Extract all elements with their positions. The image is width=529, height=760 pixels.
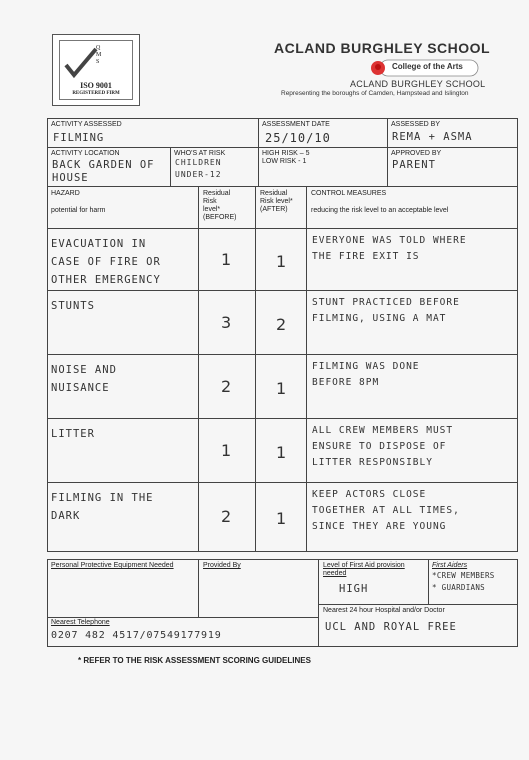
hazard-text: NOISE AND (51, 364, 117, 376)
control-measure-cell (307, 419, 517, 483)
hazard-text: STUNTS (51, 300, 95, 312)
boroughs-text: Representing the boroughs of Camden, Hampstead and Islington (281, 90, 469, 97)
residual-before-header: Residual Risk level* (BEFORE) (199, 187, 256, 229)
hazard-text: EVACUATION IN (51, 238, 147, 250)
risk-after-cell (256, 291, 307, 355)
hazard-text: CASE OF FIRE OR (51, 256, 161, 268)
ppe-cell: Personal Protective Equipment Needed (48, 560, 199, 618)
risk-after-value: 1 (276, 509, 287, 528)
footnote: * REFER TO THE RISK ASSESSMENT SCORING GUIDELINES (78, 656, 311, 665)
control-measures-header: CONTROL MEASURES reducing the risk level to an acceptable level (307, 187, 517, 229)
activity-assessed-value: FILMING (53, 132, 105, 144)
approved-by-cell: APPROVED BY PARENT (388, 148, 517, 187)
risk-after-cell (256, 229, 307, 291)
control-measure-text: STUNT PRACTICED BEFORE (312, 297, 460, 308)
control-measure-text: THE FIRE EXIT IS (312, 251, 420, 262)
first-aid-table (47, 559, 518, 647)
risk-after-cell (256, 483, 307, 551)
control-measure-text: BEFORE 8PM (312, 377, 380, 388)
risk-before-cell (199, 419, 256, 483)
activity-assessed-cell: ACTIVITY ASSESSED FILMING (48, 119, 259, 148)
school-name: ACLAND BURGHLEY SCHOOL (274, 40, 491, 56)
control-measure-cell (307, 483, 517, 551)
control-measure-text: FILMING WAS DONE (312, 361, 420, 372)
risk-scale-cell: HIGH RISK – 5 LOW RISK - 1 (259, 148, 388, 187)
risk-after-value: 1 (276, 252, 287, 271)
risk-before-value: 1 (221, 250, 232, 269)
risk-before-value: 3 (221, 313, 232, 332)
hazard-cell (48, 291, 199, 355)
first-aid-level-cell: Level of First Aid provision needed HIGH (319, 560, 429, 605)
hazard-text: NUISANCE (51, 382, 110, 394)
risk-before-value: 1 (221, 441, 232, 460)
risk-table (47, 118, 518, 552)
assessed-by-value: REMA + ASMA (392, 131, 473, 143)
control-measure-text: EVERYONE WAS TOLD WHERE (312, 235, 467, 246)
assessment-date-value: 25/10/10 (265, 131, 331, 145)
first-aiders-cell: First Aiders *CREW MEMBERS * GUARDIANS (429, 560, 517, 605)
control-measure-cell (307, 229, 517, 291)
risk-after-value: 1 (276, 379, 287, 398)
assessment-date-cell: ASSESSMENT DATE 25/10/10 (259, 119, 388, 148)
risk-before-cell (199, 291, 256, 355)
control-measure-text: FILMING, USING A MAT (312, 313, 447, 324)
control-measure-text: ALL CREW MEMBERS MUST (312, 425, 454, 436)
risk-after-cell (256, 355, 307, 419)
control-measure-cell (307, 355, 517, 419)
whos-at-risk-cell: WHO'S AT RISK CHILDREN UNDER-12 (171, 148, 259, 187)
hazard-cell (48, 355, 199, 419)
control-measure-text: ENSURE TO DISPOSE OF (312, 441, 447, 452)
assessed-by-cell: ASSESSED BY REMA + ASMA (388, 119, 517, 148)
school-subtitle: ACLAND BURGHLEY SCHOOL (350, 79, 486, 89)
control-measure-text: SINCE THEY ARE YOUNG (312, 521, 447, 532)
residual-after-header: Residual Risk level* (AFTER) (256, 187, 307, 229)
control-measure-text: TOGETHER AT ALL TIMES, (312, 505, 460, 516)
iso-text: ISO 9001 (80, 81, 112, 90)
hazard-text: DARK (51, 510, 81, 522)
hazard-cell (48, 229, 199, 291)
control-measure-text: KEEP ACTORS CLOSE (312, 489, 427, 500)
risk-before-cell (199, 229, 256, 291)
iso-logo (52, 34, 140, 106)
hazard-cell (48, 483, 199, 551)
provided-by-cell: Provided By (199, 560, 319, 618)
risk-before-value: 2 (221, 377, 232, 396)
hospital-cell: Nearest 24 hour Hospital and/or Doctor UCL AND ROYAL FREE (323, 607, 457, 633)
qms-text: Q M S (96, 45, 102, 65)
hazard-text: FILMING IN THE (51, 492, 154, 504)
hazard-cell (48, 419, 199, 483)
risk-before-cell (199, 355, 256, 419)
risk-before-value: 2 (221, 507, 232, 526)
risk-after-value: 1 (276, 443, 287, 462)
risk-after-value: 2 (276, 315, 287, 334)
telephone-cell: Nearest Telephone 0207 482 4517/07549177919 (48, 618, 319, 646)
iso-sub-text: REGISTERED FIRM (72, 91, 120, 96)
hazard-header: HAZARD potential for harm (48, 187, 199, 229)
activity-location-cell: ACTIVITY LOCATION BACK GARDEN OF HOUSE (48, 148, 171, 187)
college-name: College of the Arts (392, 62, 463, 71)
control-measure-cell (307, 291, 517, 355)
hazard-text: LITTER (51, 428, 95, 440)
risk-before-cell (199, 483, 256, 551)
hazard-text: OTHER EMERGENCY (51, 274, 161, 286)
control-measure-text: LITTER RESPONSIBLY (312, 457, 433, 468)
risk-after-cell (256, 419, 307, 483)
